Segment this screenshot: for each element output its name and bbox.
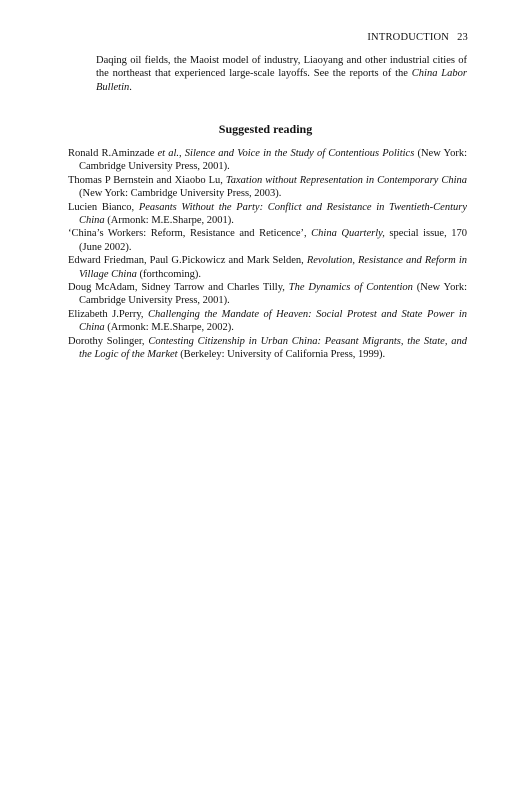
footnote-end: . xyxy=(129,81,132,93)
reference-italic: et al. xyxy=(157,148,179,159)
reference-publication: (New York: Cambridge University Press, 2001). xyxy=(79,282,467,307)
running-head-title: INTRODUCTION xyxy=(367,32,450,43)
reference-text: Ronald R.Aminzade xyxy=(68,148,158,159)
reference-text: , xyxy=(179,148,185,159)
reference-entry xyxy=(68,147,467,174)
section-heading: Suggested reading xyxy=(218,122,313,136)
reference-journal: China Quarterly, xyxy=(311,228,385,240)
reference-publication: (Armonk: M.E.Sharpe, 2002). xyxy=(104,322,234,334)
reference-publication: (Armonk: M.E.Sharpe, 2001). xyxy=(104,215,234,227)
reference-authors: Doug McAdam, Sidney Tarrow and Charles Tilly, xyxy=(68,282,289,294)
footnote-text: Daqing oil fields, the Maoist model of industry, Liaoyang and other industrial cities of the northeast that experienced large-scale layoffs. See the reports of the xyxy=(96,55,467,80)
reference-authors: Elizabeth J.Perry, xyxy=(68,308,148,320)
footnote-continuation xyxy=(96,54,467,94)
reference-title: Taxation without Representation in Contemporary China xyxy=(225,174,468,186)
reference-entry xyxy=(68,335,467,362)
reference-title: Silence and Voice in the Study of Contentious Politics xyxy=(184,148,415,159)
reference-publication: (forthcoming). xyxy=(136,268,201,280)
reference-authors: Edward Friedman, Paul G.Pickowicz and Mark Selden, xyxy=(68,255,307,267)
reference-entry xyxy=(68,281,467,308)
reference-title: The Dynamics of Contention xyxy=(288,282,413,294)
page-number: 23 xyxy=(457,32,468,43)
reference-publication: (New York: Cambridge University Press, 2001). xyxy=(79,148,467,173)
reference-authors: Lucien Bianco, xyxy=(68,201,139,213)
reference-authors: Thomas P Bernstein and Xiaobo Lu, xyxy=(68,174,226,186)
reference-entry xyxy=(68,201,467,228)
reference-publication: (Berkeley: University of California Press, 1999). xyxy=(177,349,386,361)
reference-publication: (New York: Cambridge University Press, 2003). xyxy=(79,188,282,200)
reference-title: Peasants Without the Party: Conflict and Resistance in Twentieth-Century China xyxy=(79,201,467,227)
reference-title: Challenging the Mandate of Heaven: Social Protest and State Power in China xyxy=(79,308,467,334)
reference-title: Contesting Citizenship in Urban China: Peasant Migrants, the State, and the Logic of the Market xyxy=(79,335,467,361)
reference-authors: Dorothy Solinger, xyxy=(68,335,149,347)
reference-entry xyxy=(68,174,467,201)
running-head xyxy=(367,31,468,44)
footnote-italic-title: China Labor Bulletin xyxy=(96,68,467,93)
reference-title: Revolution, Resistance and Reform in Village China xyxy=(79,255,467,280)
reference-publication: special issue, 170 (June 2002). xyxy=(79,228,467,253)
reference-entry xyxy=(68,308,467,335)
reference-list xyxy=(68,147,467,362)
reference-entry xyxy=(68,227,467,254)
reference-article: ‘China’s Workers: Reform, Resistance and Reticence’, xyxy=(68,228,312,240)
reference-entry xyxy=(68,254,467,281)
